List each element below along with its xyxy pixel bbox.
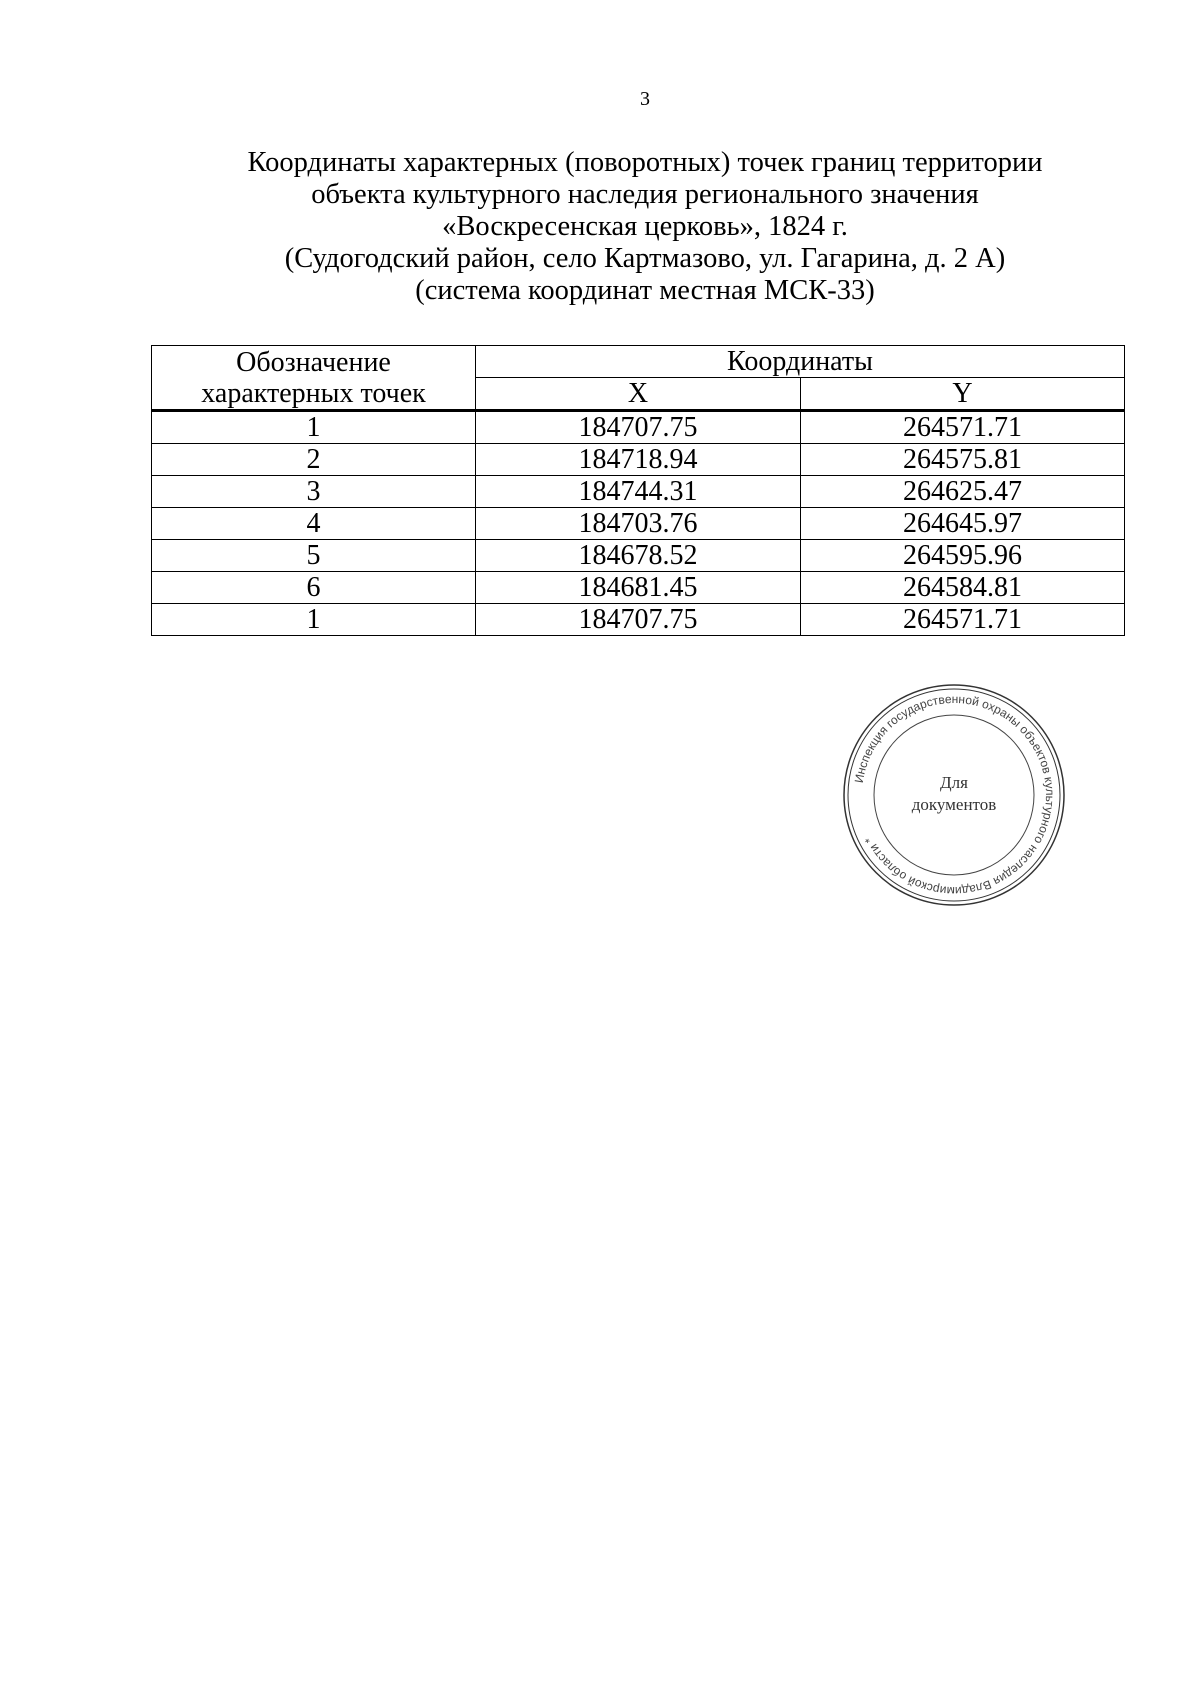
x-cell: 184718.94 [476,444,801,476]
designation-header [152,346,476,411]
seal-stamp [841,682,1067,908]
title-line-5: (система координат местная МСК-33) [415,275,875,306]
table-body [152,411,1125,636]
x-cell: 184703.76 [476,508,801,540]
point-cell: 5 [152,540,476,572]
x-cell: 184744.31 [476,476,801,508]
title-line-2: объекта культурного наследия регионального значения [311,179,979,210]
title-line-4: (Судогодский район, село Картмазово, ул. Гагарина, д. 2 А) [284,243,1006,274]
x-cell: 184681.45 [476,572,801,604]
document-title [200,147,1090,307]
stamp-center-line-2: документов [911,795,997,814]
table-row [152,476,1125,508]
point-cell: 1 [152,604,476,636]
y-cell: 264625.47 [801,476,1125,508]
table-row [152,444,1125,476]
table-row [152,604,1125,636]
table-row [152,540,1125,572]
y-cell: 264571.71 [801,604,1125,636]
x-cell: 184707.75 [476,411,801,444]
page-number: 3 [640,88,650,110]
y-cell: 264584.81 [801,572,1125,604]
y-cell: 264571.71 [801,411,1125,444]
coordinates-header: Координаты [476,346,1125,378]
coordinates-table [151,345,1125,636]
table-row [152,411,1125,444]
stamp-ring-text-path: Инспекция государственной охраны объектов культурного наследия Владимирской области * [851,691,1058,899]
x-header: X [476,378,801,411]
point-cell: 3 [152,476,476,508]
designation-header-line-2: характерных точек [201,377,426,409]
point-cell: 2 [152,444,476,476]
stamp-center-line-1: Для [940,773,968,792]
designation-header-line-1: Обозначение [236,346,391,378]
x-cell: 184678.52 [476,540,801,572]
y-header: Y [801,378,1125,411]
table-row [152,508,1125,540]
point-cell: 1 [152,411,476,444]
table-row [152,572,1125,604]
x-cell: 184707.75 [476,604,801,636]
title-line-3: «Воскресенская церковь», 1824 г. [442,211,848,242]
y-cell: 264595.96 [801,540,1125,572]
point-cell: 6 [152,572,476,604]
title-line-1: Координаты характерных (поворотных) точек границ территории [247,147,1043,178]
y-cell: 264645.97 [801,508,1125,540]
y-cell: 264575.81 [801,444,1125,476]
point-cell: 4 [152,508,476,540]
